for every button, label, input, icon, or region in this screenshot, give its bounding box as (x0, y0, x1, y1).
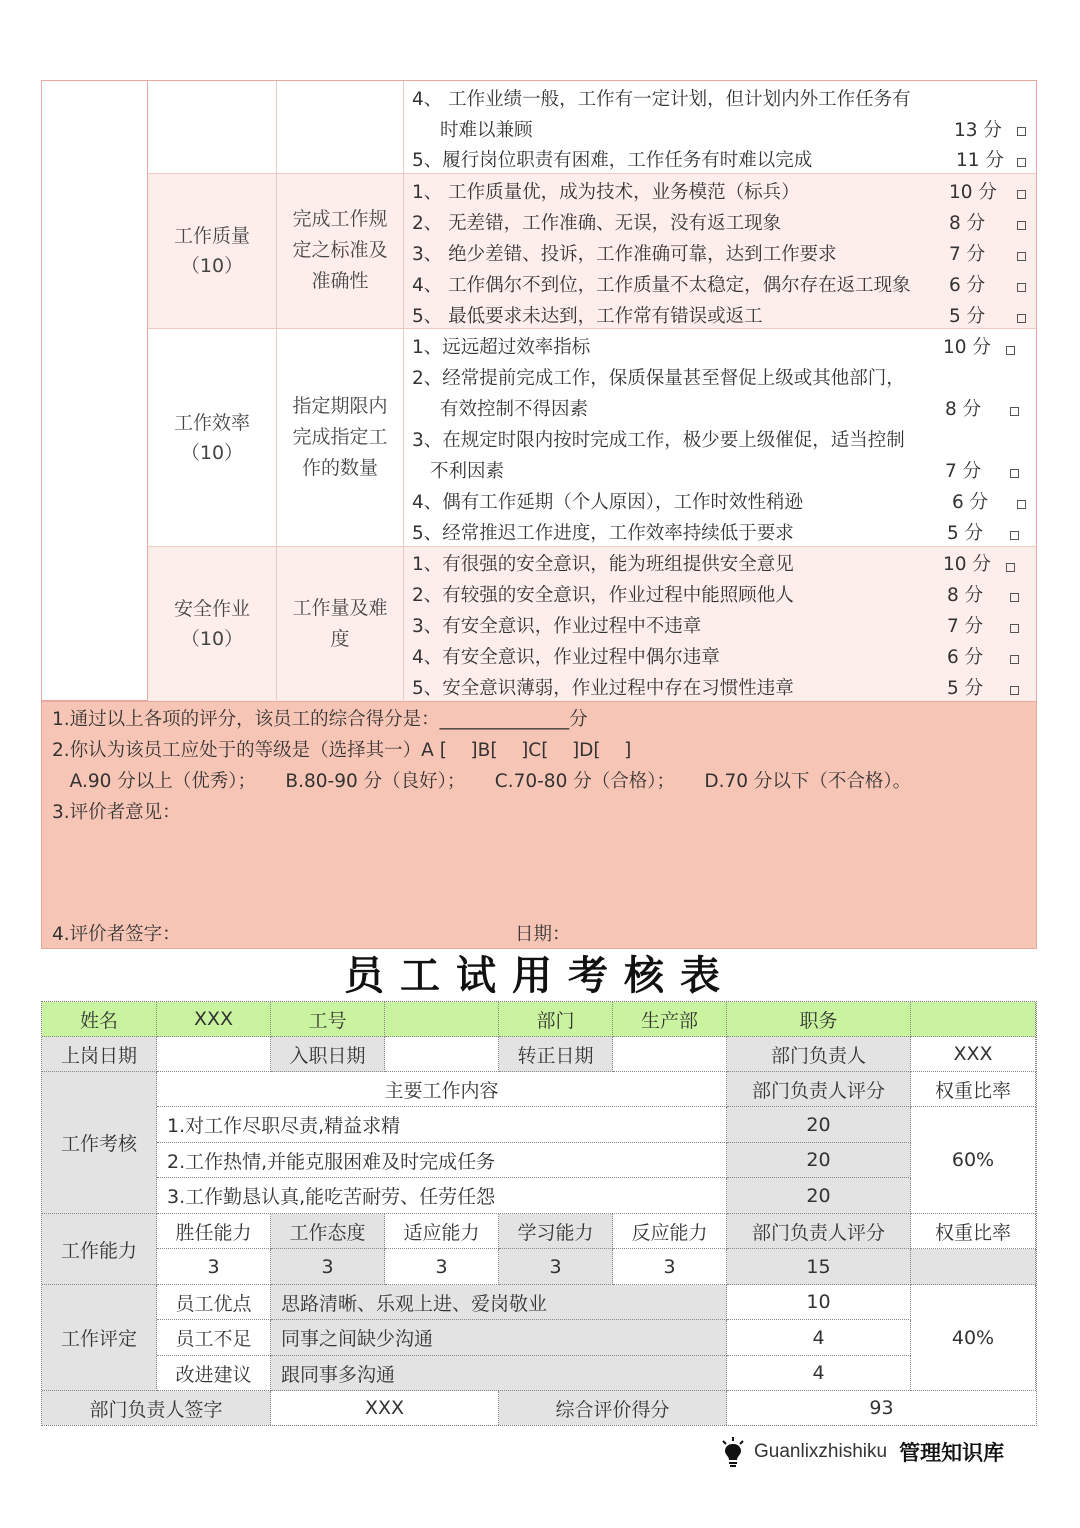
ability-score[interactable]: 3 (499, 1249, 613, 1285)
ability-score[interactable]: 3 (271, 1249, 385, 1285)
criteria-item: 4、 工作业绩一般，工作有一定计划，但计划内外工作任务有 (412, 89, 911, 110)
checkbox[interactable] (1010, 531, 1019, 540)
score-label: 5 分 (949, 306, 986, 327)
checkbox[interactable] (1010, 655, 1019, 664)
evaluator-signature-label: 4.评价者签字： (52, 924, 181, 945)
category-quality (148, 173, 276, 328)
dept-head-label: 部门负责人 (727, 1037, 911, 1072)
checkbox[interactable] (1010, 469, 1019, 478)
criteria-item: 2、有较强的安全意识，作业过程中能照顾他人 (412, 585, 794, 606)
checkbox[interactable] (1010, 624, 1019, 633)
criteria-item-cont: 有效控制不得因素 (440, 399, 589, 420)
score-label: 7 分 (945, 461, 982, 482)
date-label: 日期： (515, 924, 571, 945)
ability-score[interactable]: 3 (385, 1249, 499, 1285)
ability-score[interactable]: 3 (613, 1249, 727, 1285)
checkbox[interactable] (1017, 252, 1026, 261)
definition-line: 度 (330, 628, 350, 650)
work-item: 3.工作勤恳认真,能吃苦耐劳、任劳任怨 (157, 1178, 727, 1214)
ability-weight-blank (911, 1249, 1036, 1285)
eval-text[interactable]: 思路清晰、乐观上进、爱岗敬业 (271, 1285, 727, 1320)
checkbox[interactable] (1017, 190, 1026, 199)
work-weight: 60% (911, 1107, 1036, 1214)
category-name: 安全作业 (173, 598, 250, 620)
criteria-item: 2、经常提前完成工作，保质保量甚至督促上级或其他部门， (412, 368, 905, 389)
criteria-item-cont: 不利因素 (430, 461, 505, 482)
score-label: 6 分 (949, 275, 986, 296)
category-efficiency (148, 329, 276, 546)
lightbulb-icon (720, 1436, 746, 1468)
work-item-score[interactable]: 20 (727, 1107, 911, 1143)
definition-line: 完成工作规 (292, 208, 388, 230)
definition-safety (277, 546, 403, 702)
criteria-item: 1、有很强的安全意识，能为班组提供安全意见 (412, 554, 794, 575)
dept-label: 部门 (499, 1002, 613, 1037)
ability-section-label: 工作能力 (42, 1214, 157, 1285)
score-label: 10 分 (943, 337, 991, 358)
checkbox[interactable] (1017, 500, 1026, 509)
ability-label: 工作态度 (271, 1214, 385, 1249)
criteria-item: 1、 工作质量优，成为技术，业务模范（标兵） (412, 182, 800, 203)
category-weight: （10） (180, 441, 244, 464)
total-score-label: 综合评价得分 (499, 1391, 727, 1425)
criteria-item: 5、安全意识薄弱，作业过程中存在习惯性违章 (412, 678, 794, 699)
total-score-question[interactable]: 1.通过以上各项的评分，该员工的综合得分是：______________分 (52, 709, 588, 730)
category-weight: （10） (180, 254, 244, 277)
criteria-item: 5、履行岗位职责有困难，工作任务有时难以完成 (412, 150, 813, 171)
eval-label: 员工优点 (157, 1285, 271, 1320)
criteria-item: 3、 绝少差错、投诉，工作准确可靠，达到工作要求 (412, 244, 837, 265)
position-value[interactable] (911, 1002, 1036, 1037)
criteria-item: 1、远远超过效率指标 (412, 337, 591, 358)
signature-label: 部门负责人签字 (42, 1391, 271, 1425)
ability-total-score[interactable]: 15 (727, 1249, 911, 1285)
checkbox[interactable] (1006, 346, 1015, 355)
definition-efficiency (277, 329, 403, 546)
score-label: 8 分 (945, 399, 982, 420)
assessment-table (41, 1001, 1037, 1426)
score-label: 5 分 (947, 678, 984, 699)
criteria-item: 4、有安全意识，作业过程中偶尔违章 (412, 647, 720, 668)
ability-score[interactable]: 3 (157, 1249, 271, 1285)
score-label: 8 分 (949, 213, 986, 234)
checkbox[interactable] (1017, 221, 1026, 230)
score-label: 6 分 (952, 492, 989, 513)
definition-line: 工作量及难 (292, 597, 388, 619)
summary-section (41, 701, 1037, 949)
total-score-value: 93 (727, 1391, 1036, 1425)
score-label: 5 分 (947, 523, 984, 544)
definition-line: 准确性 (311, 270, 369, 292)
weight-header: 权重比率 (911, 1214, 1036, 1249)
eval-section-label: 工作评定 (42, 1285, 157, 1391)
criteria-item: 3、有安全意识，作业过程中不违章 (412, 616, 702, 637)
checkbox[interactable] (1017, 127, 1026, 136)
work-item-score[interactable]: 20 (727, 1178, 911, 1214)
onboard-date-label: 上岗日期 (42, 1037, 157, 1072)
hire-date-value[interactable] (385, 1037, 499, 1072)
definition-line: 完成指定工 (292, 426, 388, 448)
dept-value[interactable]: 生产部 (613, 1002, 727, 1037)
head-score-header: 部门负责人评分 (727, 1072, 911, 1107)
ability-label: 反应能力 (613, 1214, 727, 1249)
id-value[interactable] (385, 1002, 499, 1037)
work-item-score[interactable]: 20 (727, 1143, 911, 1178)
regular-date-value[interactable] (613, 1037, 727, 1072)
category-name: 工作效率 (173, 411, 250, 434)
name-value[interactable]: XXX (157, 1002, 271, 1037)
name-label: 姓名 (42, 1002, 157, 1037)
eval-label: 员工不足 (157, 1320, 271, 1356)
category-name: 工作质量 (173, 224, 250, 247)
score-label: 7 分 (949, 244, 986, 265)
footer-brand (720, 1434, 1004, 1470)
score-label: 6 分 (947, 647, 984, 668)
work-item: 2.工作热情,并能克服困难及时完成任务 (157, 1143, 727, 1178)
grade-options: A.90 分以上（优秀）； B.80-90 分（良好）； C.70-80 分（合格）； D.70 分以下（不合格）。 (52, 771, 912, 792)
criteria-item: 5、经常推迟工作进度，工作效率持续低于要求 (412, 523, 794, 544)
eval-label: 改进建议 (157, 1356, 271, 1391)
eval-text[interactable]: 同事之间缺少沟通 (271, 1320, 727, 1356)
work-item: 1.对工作尽职尽责,精益求精 (157, 1107, 727, 1143)
eval-score[interactable]: 10 (727, 1285, 911, 1320)
ability-label: 适应能力 (385, 1214, 499, 1249)
ability-label: 胜任能力 (157, 1214, 271, 1249)
checkbox[interactable] (1017, 314, 1026, 323)
hire-date-label: 入职日期 (271, 1037, 385, 1072)
ability-label: 学习能力 (499, 1214, 613, 1249)
score-label: 11 分 (956, 150, 1004, 171)
weight-header: 权重比率 (911, 1072, 1036, 1107)
criteria-item: 2、 无差错，工作准确、无误，没有返工现象 (412, 213, 782, 234)
id-label: 工号 (271, 1002, 385, 1037)
definition-line: 作的数量 (301, 457, 378, 479)
eval-text[interactable]: 跟同事多沟通 (271, 1356, 727, 1391)
eval-score[interactable]: 4 (727, 1356, 911, 1391)
head-score-header: 部门负责人评分 (727, 1214, 911, 1249)
position-label: 职务 (727, 1002, 911, 1037)
brand-name: Guanlixzhishiku (754, 1441, 888, 1462)
definition-line: 指定期限内 (292, 395, 388, 417)
dept-head-value[interactable]: XXX (911, 1037, 1036, 1072)
checkbox[interactable] (1017, 283, 1026, 292)
definition-quality (277, 173, 403, 328)
brand-name-cn: 管理知识库 (899, 1440, 1005, 1465)
score-label: 8 分 (947, 585, 984, 606)
checkbox[interactable] (1006, 563, 1015, 572)
score-label: 7 分 (947, 616, 984, 637)
eval-weight: 40% (911, 1285, 1036, 1391)
category-weight: （10） (180, 628, 244, 650)
evaluator-opinion-label: 3.评价者意见： (52, 802, 181, 823)
checkbox[interactable] (1010, 407, 1019, 416)
criteria-item: 5、 最低要求未达到，工作常有错误或返工 (412, 306, 763, 327)
eval-score[interactable]: 4 (727, 1320, 911, 1356)
score-label: 10 分 (943, 554, 991, 575)
checkbox[interactable] (1010, 686, 1019, 695)
score-label: 10 分 (949, 182, 997, 203)
criteria-item: 4、 工作偶尔不到位，工作质量不太稳定，偶尔存在返工现象 (412, 275, 911, 296)
criteria-table (41, 80, 1037, 701)
regular-date-label: 转正日期 (499, 1037, 613, 1072)
grade-question[interactable]: 2.你认为该员工应处于的等级是（选择其一）A [ ]B[ ]C[ ]D[ ] (52, 740, 632, 761)
main-content-header: 主要工作内容 (157, 1072, 727, 1107)
checkbox[interactable] (1017, 158, 1026, 167)
definition-line: 定之标准及 (292, 239, 388, 261)
criteria-item: 4、偶有工作延期（个人原因），工作时效性稍逊 (412, 492, 804, 513)
onboard-date-value[interactable] (157, 1037, 271, 1072)
work-section-label: 工作考核 (42, 1072, 157, 1214)
checkbox[interactable] (1010, 593, 1019, 602)
signature-value[interactable]: XXX (271, 1391, 499, 1425)
criteria-item-cont: 时难以兼顾 (440, 120, 533, 141)
criteria-item: 3、在规定时限内按时完成工作，极少要上级催促，适当控制 (412, 430, 905, 451)
score-label: 13 分 (954, 120, 1002, 141)
page-title: 员工试用考核表 (344, 952, 736, 999)
category-safety (148, 546, 276, 702)
